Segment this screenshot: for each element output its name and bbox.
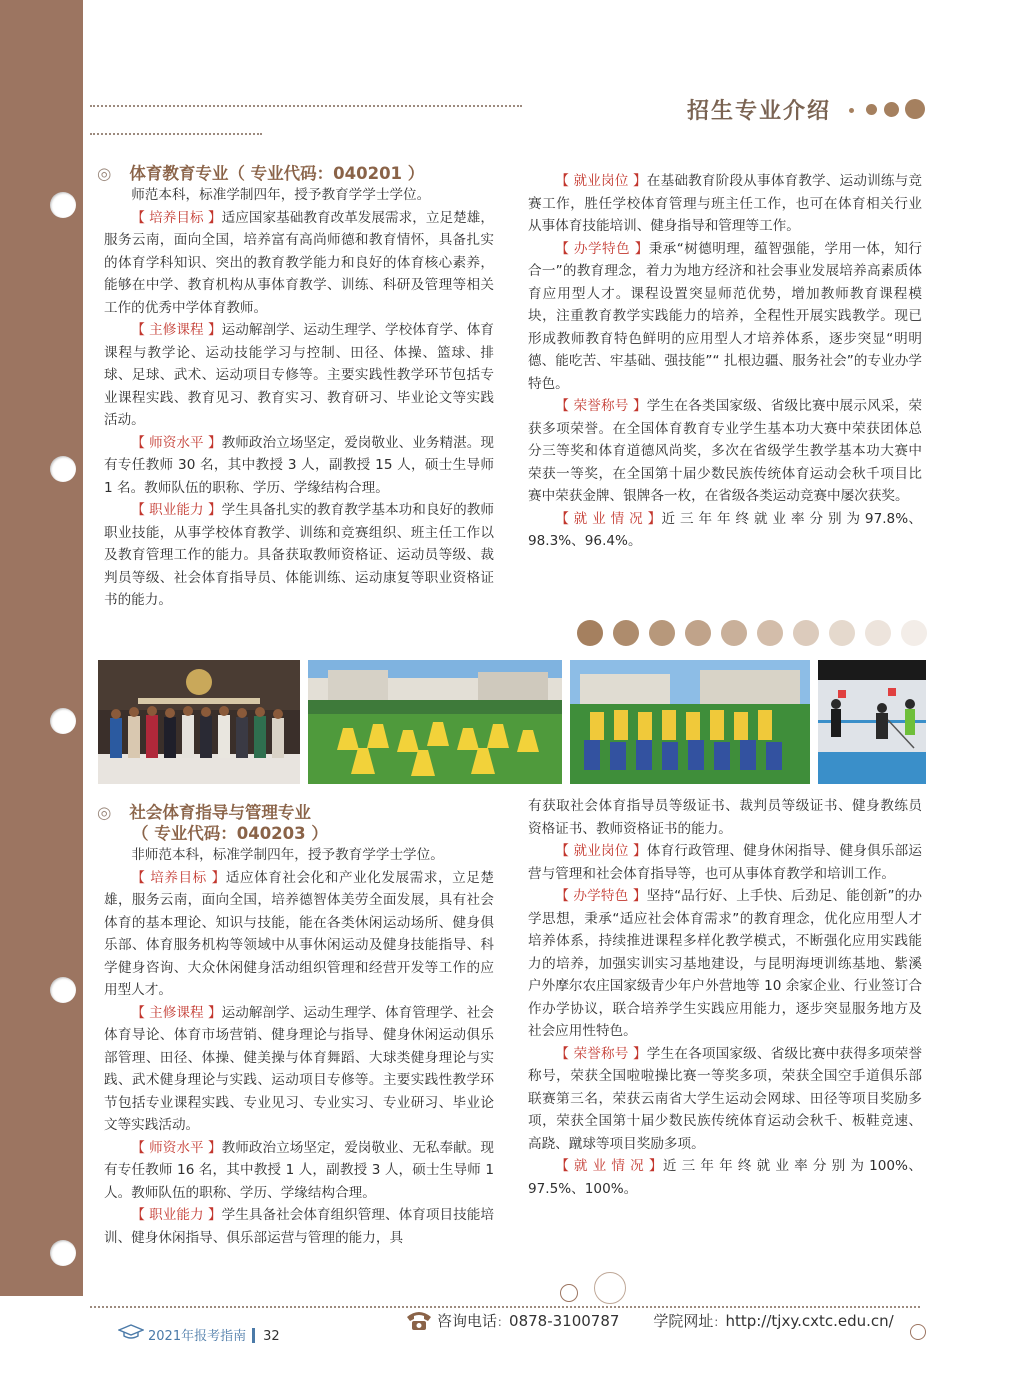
- decor-dot: [849, 108, 854, 113]
- section-1-faculty: 【 师资水平 】教师政治立场坚定，爱岗敬业、业务精湛。现有专任教师 30 名，其中教授 3 人，副教授 15 人，硕士生导师 1 名。教师队伍的职称、学历、学缘结构合理。: [104, 434, 494, 496]
- section-1-course: 【 主修课程 】运动解剖学、运动生理学、学校体育学、体育课程与教学论、运动技能学习与控制、田径、体操、篮球、排球、足球、武术、运动项目专修等。主要实践性教学环节包括专业课程实践、教育见习、教育实习、教育研习、毕业论文等实践活动。: [104, 322, 494, 428]
- section-1-intro: 师范本科，标准学制四年，授予教育学学士学位。: [131, 187, 431, 203]
- decor-dot: [685, 620, 711, 646]
- decor-dot: [829, 620, 855, 646]
- phone-number: 0878-3100787: [509, 1312, 620, 1330]
- section-1-job: 【 就业岗位 】在基础教育阶段从事体育教学、运动训练与竞赛工作，胜任学校体育管理与班主任工作，也可在体育相关行业从事体育技能培训、健身指导和管理等工作。: [528, 173, 922, 234]
- label-honor: 【 荣誉称号 】: [555, 398, 647, 414]
- decor-dot: [884, 102, 899, 117]
- section-1-right-column: [528, 170, 922, 553]
- footer-dotted-line: [90, 1306, 920, 1308]
- section-2-employment: 【 就 业 情 况 】近 三 年 年 终 就 业 率 分 别 为 100%、97.5%、100%。: [528, 1158, 922, 1197]
- photo-group-meeting: [98, 660, 300, 784]
- label-ability: 【 职业能力 】: [131, 1207, 222, 1223]
- footer-guide: [118, 1324, 280, 1344]
- section-1-ability: 【 职业能力 】学生具备扎实的教育教学基本功和良好的教师职业技能，从事学校体育教学、训练和竞赛组织、班主任工作以及教育管理工作的能力。具备获取教师资格证、运动员等级、裁判员等级、社会体育指导员、体能训练、运动康复等职业资格证书的能力。: [104, 502, 494, 608]
- site-url[interactable]: http://tjxy.cxtc.edu.cn/: [725, 1312, 894, 1330]
- footer-contact: 咨询电话：0878-3100787 学院网址：http://tjxy.cxtc.edu.cn/: [405, 1309, 894, 1335]
- graduation-cap-icon: [118, 1324, 144, 1344]
- decor-dot: [905, 99, 925, 119]
- section-2-honor: 【 荣誉称号 】学生在各项国家级、省级比赛中获得多项荣誉称号，荣获全国啦啦操比赛一等奖多项，荣获全国空手道俱乐部联赛第三名，荣获云南省大学生运动会网球、田径等项目奖励多项，荣获全国第十届少数民族传统体育运动会秋千、板鞋竞速、高跷、蹴球等项目奖励多项。: [528, 1045, 922, 1152]
- phone-label: 咨询电话: [437, 1312, 498, 1330]
- label-ability: 【 职业能力 】: [131, 502, 222, 518]
- page-title: 招生专业介绍: [687, 98, 832, 124]
- section-2-goal: 【 培养目标 】适应体育社会化和产业化发展需求，立足楚雄，服务云南，面向全国，培养德智体美劳全面发展，具有社会体育的基本理论、知识与技能，能在各类休闲运动场所、健身俱乐部、体育服务机构等领域中从事休闲运动及健身技能指导、科学健身咨询、大众休闲健身活动组织管理和经营开发等工作的应用型人才。: [104, 869, 494, 998]
- label-job: 【 就业岗位 】: [555, 173, 647, 189]
- section-2-job: 【 就业岗位 】体育行政管理、健身休闲指导、健身俱乐部运营与管理和社会体育指导等，也可从事体育教学和培训工作。: [528, 843, 922, 882]
- label-employment: 【 就 业 情 况 】: [555, 1158, 663, 1174]
- decor-dot: [757, 620, 783, 646]
- decor-circle: [594, 1272, 626, 1304]
- section-2-intro: 非师范本科，标准学制四年，授予教育学学士学位。: [131, 847, 444, 863]
- label-feature: 【 办学特色 】: [555, 240, 649, 257]
- label-goal: 【 培养目标 】: [131, 209, 222, 226]
- photo-cheerleading-team: [570, 660, 810, 784]
- decor-circle: [910, 1324, 926, 1340]
- binder-hole: [50, 977, 76, 1003]
- decor-circle: [560, 1284, 578, 1302]
- decor-dot: [577, 620, 603, 646]
- footer-separator: [252, 1328, 255, 1343]
- binder-hole: [50, 456, 76, 482]
- label-course: 【 主修课程 】: [131, 322, 222, 338]
- section-2-ability-continued: 有获取社会体育指导员等级证书、裁判员等级证书、健身教练员资格证书、教师资格证书的能力。: [528, 798, 922, 837]
- decor-dot: [865, 620, 891, 646]
- section-1-feature: 【 办学特色 】秉承“树德明理，蕴智强能，学用一体，知行合一”的教育理念，着力为地方经济和社会事业发展培养高素质体育应用型人才。课程设置突显师范优势，增加教师教育课程模块，注重教育教学实践能力的培养，全程性开展实践教学。现已形成教师教育特色鲜明的应用型人才培养体系，逐步突显“明明德、能吃苦、牢基础、强技能”“ 扎根边疆、服务社会”的专业办学特色。: [528, 240, 922, 392]
- label-employment: 【 就 业 情 况 】: [555, 510, 662, 527]
- page-number: 32: [263, 1329, 280, 1344]
- photo-fencing-practice: [818, 660, 926, 784]
- decor-dot: [793, 620, 819, 646]
- header-dotted-line: [90, 133, 262, 135]
- site-label: 学院网址: [653, 1312, 714, 1330]
- section-marker-icon: ◎: [97, 164, 112, 183]
- section-1-honor: 【 荣誉称号 】学生在各类国家级、省级比赛中展示风采，荣获多项荣誉。在全国体育教育专业学生基本功大赛中荣获团体总分三等奖和体育道德风尚奖，多次在省级学生教学基本功大赛中荣获一等奖，在全国第十届少数民族传统体育运动会秋千项目比赛中荣获金牌、银牌各一枚，在省级各类运动竞赛中屡次获奖。: [528, 398, 922, 504]
- decor-dot: [901, 620, 927, 646]
- label-feature: 【 办学特色 】: [555, 888, 647, 904]
- section-2-faculty: 【 师资水平 】教师政治立场坚定，爱岗敬业、无私奉献。现有专任教师 16 名，其中教授 1 人，副教授 3 人，硕士生导师 1 人。教师队伍的职称、学历、学缘结构合理。: [104, 1139, 494, 1201]
- section-2-code: （ 专业代码：040203 ）: [132, 824, 328, 843]
- section-1-employment: 【 就 业 情 况 】近 三 年 年 终 就 业 率 分 别 为 97.8%、98.3%、96.4%。: [528, 510, 922, 549]
- binder-hole: [50, 708, 76, 734]
- section-2-ability: 【 职业能力 】学生具备社会体育组织管理、体育项目技能培训、健身休闲指导、俱乐部运营与管理的能力，具: [104, 1207, 494, 1246]
- binder-hole: [50, 192, 76, 218]
- section-2-right-column: [528, 795, 922, 1200]
- section-2-left-column: [104, 844, 494, 1249]
- decor-dot: [613, 620, 639, 646]
- label-faculty: 【 师资水平 】: [131, 1139, 222, 1156]
- phone-icon: [405, 1309, 433, 1335]
- label-faculty: 【 师资水平 】: [131, 434, 222, 451]
- footer-guide-text: 2021年报考指南: [148, 1329, 247, 1344]
- binder-hole: [50, 1240, 76, 1266]
- label-goal: 【 培养目标 】: [131, 869, 226, 886]
- section-2-course: 【 主修课程 】运动解剖学、运动生理学、体育管理学、社会体育导论、体育市场营销、健身理论与指导、健身休闲运动俱乐部管理、田径、体操、健美操与体育舞蹈、大球类健身理论与实践、武术健身理论与实践、运动项目专修等。主要实践性教学环节包括专业课程实践、专业见习、专业实习、专业研习、毕业论文等实践活动。: [104, 1004, 494, 1133]
- photo-dance-performance: [308, 660, 562, 784]
- section-1-goal: 【 培养目标 】适应国家基础教育改革发展需求，立足楚雄，服务云南，面向全国，培养富有高尚师德和教育情怀，具备扎实的体育学科知识、突出的教育教学能力和良好的体育核心素养，能够在中学、教育机构从事体育教学、训练、科研及管理等相关工作的优秀中学体育教师。: [104, 209, 494, 316]
- section-marker-icon: ◎: [97, 803, 112, 822]
- label-course: 【 主修课程 】: [131, 1004, 222, 1021]
- section-2-title: 社会体育指导与管理专业: [129, 803, 311, 822]
- header-dotted-line: [90, 105, 522, 107]
- section-1-title: 体育教育专业（ 专业代码：040201 ）: [129, 164, 425, 183]
- label-job: 【 就业岗位 】: [555, 843, 647, 859]
- label-honor: 【 荣誉称号 】: [555, 1045, 647, 1062]
- decor-dot: [649, 620, 675, 646]
- decor-dot: [866, 104, 877, 115]
- section-1-heading: [97, 160, 424, 184]
- section-1-left-column: [104, 184, 494, 612]
- decor-dot: [721, 620, 747, 646]
- section-2-feature: 【 办学特色 】坚持“品行好、上手快、后劲足、能创新”的办学思想，秉承“适应社会体育需求”的教育理念，优化应用型人才培养体系，持续推进课程多样化教学模式，不断强化应用实践能力的培养，加强实训实习基地建设，与昆明海埂训练基地、紫溪户外摩尔农庄国家级青少年户外营地等 10 余家企业、行业签订合作办学协议，联合培养学生实践应用能力，逐步突显服务地方及社会应用性特色。: [528, 888, 922, 1039]
